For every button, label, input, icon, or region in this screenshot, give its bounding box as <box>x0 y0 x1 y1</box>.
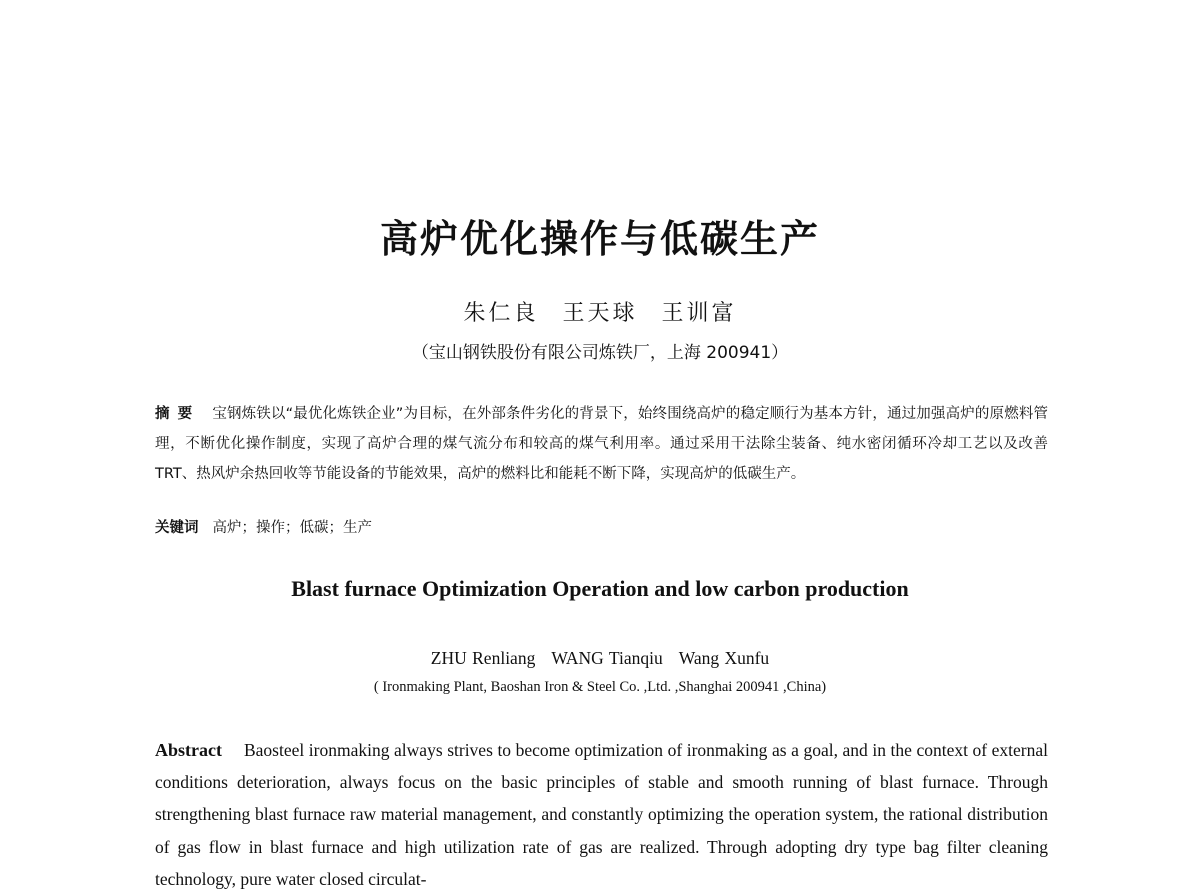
chinese-author-1: 朱仁良 <box>463 301 539 326</box>
english-abstract-text: Baosteel ironmaking always strives to become optimization of ironmaking as a goal, and in the context of external conditions deterioration, always focus on the basic principles of stable and smooth running of blast furnace. Through strengthening blast furnace raw material management, and constantly optimizing the operation system, the rational distribution of gas flow in blast furnace and high utilization rate of gas are realized. Through adopting dry type bag filter cleaning technology, pure water closed circulat- <box>155 740 1048 889</box>
english-affiliation: ( Ironmaking Plant, Baoshan Iron & Steel Co. ,Ltd. ,Shanghai 200941 ,China) <box>373 679 827 695</box>
chinese-keywords-label: 关键词 <box>155 520 199 536</box>
chinese-authors <box>0 296 1200 327</box>
english-title: Blast furnace Optimization Operation and low carbon production <box>291 576 909 601</box>
chinese-title: 高炉优化操作与低碳生产 <box>379 217 820 261</box>
chinese-keywords-text: 高炉；操作；低碳；生产 <box>212 520 372 536</box>
chinese-author-3: 王训富 <box>661 301 737 326</box>
english-abstract <box>155 734 1048 895</box>
english-abstract-label: Abstract <box>155 740 222 760</box>
chinese-abstract <box>155 399 1048 489</box>
english-authors <box>0 648 1200 669</box>
chinese-affiliation: （宝山钢铁股份有限公司炼铁厂，上海 200941） <box>411 343 789 363</box>
chinese-abstract-text: 宝钢炼铁以“最优化炼铁企业”为目标，在外部条件劣化的背景下，始终围绕高炉的稳定顺行为基本方针，通过加强高炉的原燃料管理，不断优化操作制度，实现了高炉合理的煤气流分布和较高的煤气利用率。通过采用干法除尘装备、纯水密闭循环冷却工艺以及改善 TRT、热风炉余热回收等节能设备的节能效果，高炉的燃料比和能耗不断下降，实现高炉的低碳生产。 <box>155 406 1048 482</box>
chinese-abstract-label: 摘要 <box>155 406 201 422</box>
english-author-2: WANG Tianqiu <box>551 648 663 668</box>
chinese-keywords <box>155 516 1048 537</box>
english-author-3: Wang Xunfu <box>678 648 770 668</box>
chinese-author-2: 王天球 <box>562 301 638 326</box>
english-author-1: ZHU Renliang <box>430 648 536 668</box>
